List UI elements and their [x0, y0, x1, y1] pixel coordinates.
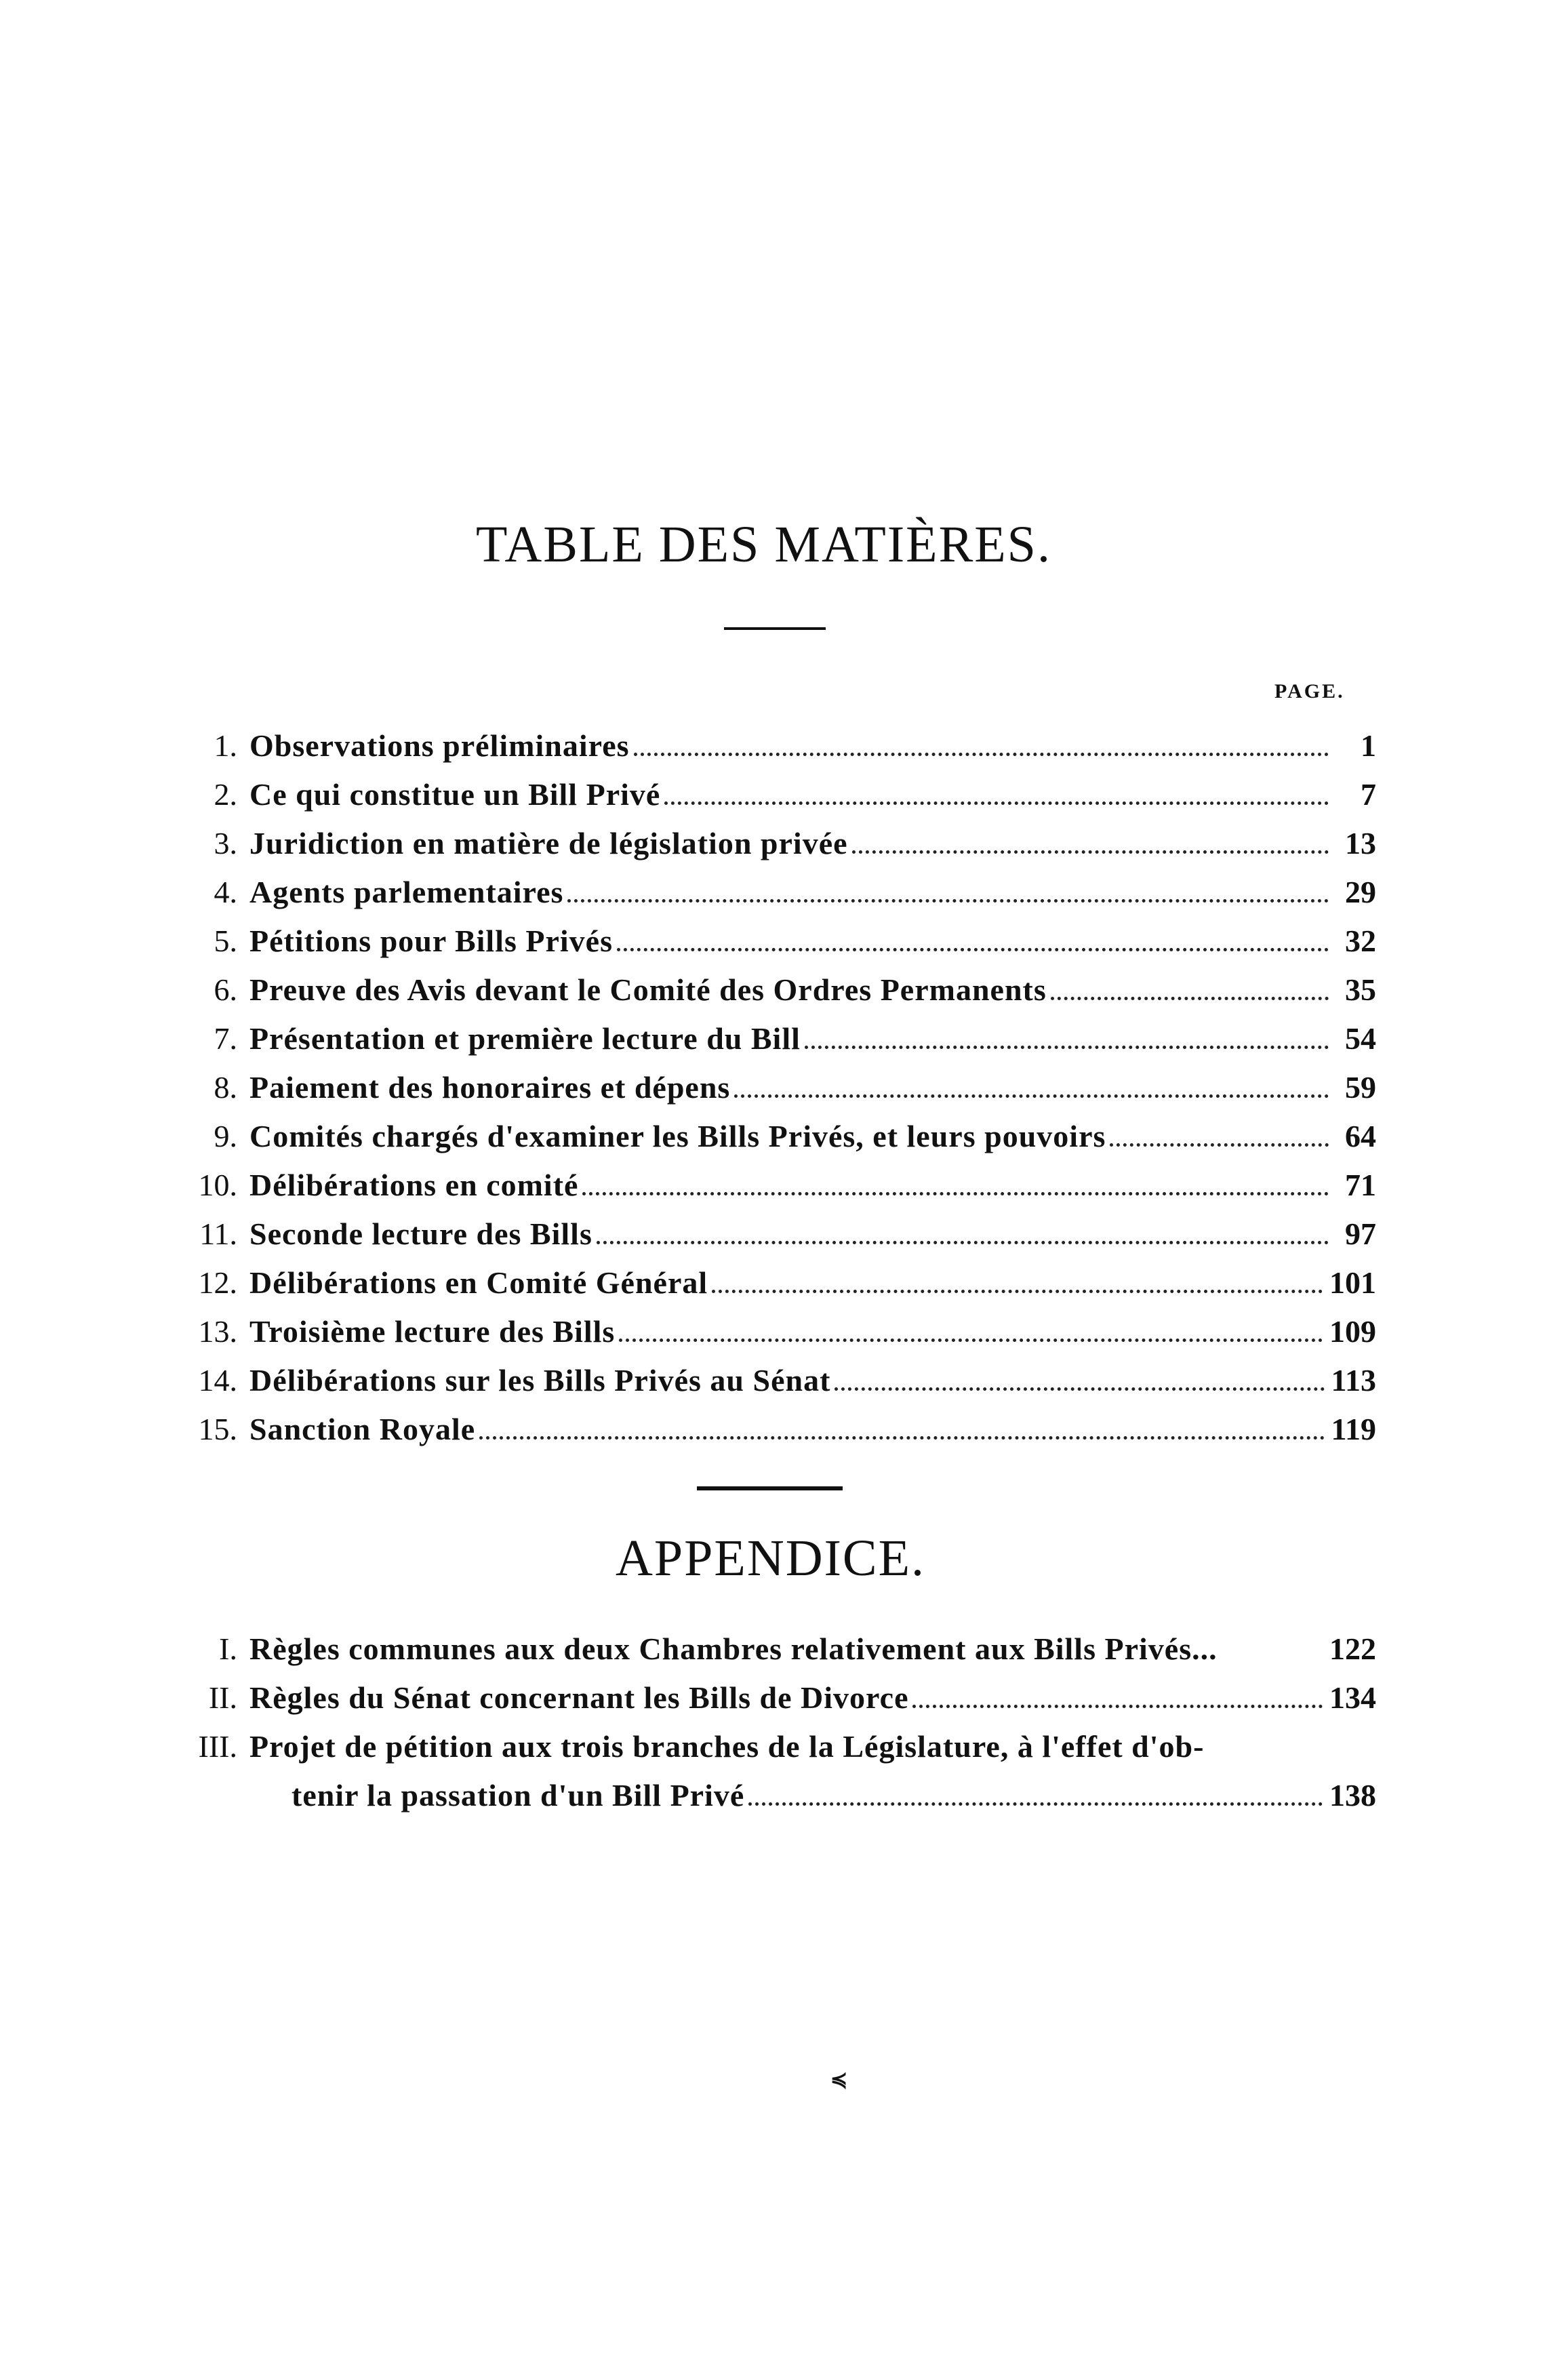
- toc-entry-title: Délibérations sur les Bills Privés au Sénat: [249, 1363, 831, 1398]
- dot-leader: [1110, 1143, 1329, 1147]
- toc-entry-title: Présentation et première lecture du Bill: [249, 1021, 801, 1056]
- toc-entry-page: 101: [1329, 1265, 1376, 1300]
- toc-entry: [163, 724, 1376, 768]
- dot-leader: [582, 1192, 1329, 1195]
- dot-leader: [734, 1094, 1329, 1098]
- toc-entry: [163, 1408, 1376, 1451]
- toc-entry-title: Agents parlementaires: [249, 875, 564, 909]
- toc-entry: [163, 871, 1376, 914]
- toc-entry-title: Ce qui constitue un Bill Privé: [249, 777, 661, 812]
- dot-leader: [567, 899, 1329, 903]
- toc-entry-number: 14.: [198, 1363, 237, 1398]
- appendix-entry: [163, 1627, 1376, 1671]
- toc-entry-number: 13.: [198, 1314, 237, 1349]
- toc-entry: [163, 1359, 1376, 1402]
- appendix-entry-page: 122: [1329, 1631, 1376, 1666]
- toc-entry: [163, 968, 1376, 1012]
- toc-entry-page: 13: [1345, 826, 1376, 860]
- toc-entry-title: Délibérations en Comité Général: [249, 1265, 708, 1300]
- title-divider: [724, 627, 826, 630]
- toc-entry: [163, 1212, 1376, 1256]
- toc-entry-number: 15.: [198, 1412, 237, 1446]
- dot-leader: [664, 801, 1329, 805]
- toc-entry-page: 1: [1361, 728, 1376, 763]
- appendix-title: APPENDICE.: [615, 1530, 926, 1587]
- page-title: TABLE DES MATIÈRES.: [476, 516, 1051, 573]
- dot-leader: [1051, 997, 1329, 1000]
- dot-leader: [712, 1290, 1323, 1293]
- toc-entry: [163, 1115, 1376, 1158]
- toc-entry-number: 7.: [214, 1021, 237, 1056]
- appendix-entry-continuation: [292, 1774, 1376, 1817]
- toc-entry: [163, 1164, 1376, 1207]
- appendix-entry: [163, 1725, 1376, 1768]
- dot-leader: [597, 1241, 1329, 1244]
- toc-entry-title: Comités chargés d'examiner les Bills Privés, et leurs pouvoirs: [249, 1119, 1106, 1153]
- appendix-entry-page: 134: [1329, 1680, 1376, 1715]
- toc-entry-page: 64: [1345, 1119, 1376, 1153]
- toc-entry-title: Juridiction en matière de législation privée: [249, 826, 848, 860]
- toc-entry-number: 12.: [198, 1265, 237, 1300]
- toc-entry: [163, 1310, 1376, 1353]
- appendix-entry-page: 138: [1329, 1778, 1376, 1813]
- toc-entry-title: Paiement des honoraires et dépens: [249, 1070, 731, 1105]
- toc-entry: [163, 773, 1376, 816]
- toc-entry-page: 32: [1345, 924, 1376, 958]
- toc-entry-number: 5.: [214, 924, 237, 958]
- appendix-entry-number: III.: [198, 1729, 237, 1764]
- toc-entry-number: 9.: [214, 1119, 237, 1153]
- appendix-entry-title-continued: tenir la passation d'un Bill Privé: [292, 1778, 745, 1813]
- toc-entry-page: 54: [1345, 1021, 1376, 1056]
- toc-entry-page: 119: [1331, 1412, 1376, 1446]
- toc-entry-page: 35: [1345, 972, 1376, 1007]
- printer-mark: ≼: [830, 2069, 848, 2091]
- toc-entry-number: 8.: [214, 1070, 237, 1105]
- dot-leader: [748, 1802, 1323, 1806]
- dot-leader: [479, 1436, 1324, 1440]
- appendix-entry-title: Règles communes aux deux Chambres relativement aux Bills Privés...: [249, 1631, 1218, 1666]
- toc-entry-title: Seconde lecture des Bills: [249, 1216, 592, 1251]
- appendix-entry-number: I.: [219, 1631, 237, 1666]
- dot-leader: [852, 850, 1329, 854]
- toc-entry-title: Délibérations en comité: [249, 1168, 579, 1202]
- dot-leader: [805, 1046, 1329, 1049]
- toc-entry-page: 113: [1331, 1363, 1376, 1398]
- toc-entry-title: Observations préliminaires: [249, 728, 630, 763]
- toc-entry-number: 10.: [198, 1168, 237, 1202]
- toc-entry-title: Troisième lecture des Bills: [249, 1314, 616, 1349]
- toc-entry-page: 109: [1329, 1314, 1376, 1349]
- toc-entry-page: 7: [1361, 777, 1376, 812]
- appendix-entry-title: Projet de pétition aux trois branches de la Législature, à l'effet d'ob-: [249, 1729, 1205, 1764]
- toc-entry-number: 2.: [214, 777, 237, 812]
- toc-entry: [163, 919, 1376, 963]
- page-column-label: PAGE.: [1274, 680, 1345, 702]
- toc-entry-title: Sanction Royale: [249, 1412, 476, 1446]
- toc-entry-page: 59: [1345, 1070, 1376, 1105]
- toc-entry-number: 3.: [214, 826, 237, 860]
- toc-entry: [163, 1017, 1376, 1061]
- toc-entry-page: 71: [1345, 1168, 1376, 1202]
- appendix-entry: [163, 1676, 1376, 1720]
- toc-entry-number: 6.: [214, 972, 237, 1007]
- dot-leader: [835, 1387, 1324, 1391]
- toc-entry-number: 1.: [214, 728, 237, 763]
- dot-leader: [634, 753, 1329, 756]
- toc-entry-number: 4.: [214, 875, 237, 909]
- appendix-entry-title: Règles du Sénat concernant les Bills de Divorce: [249, 1680, 909, 1715]
- toc-entry-title: Pétitions pour Bills Privés: [249, 924, 613, 958]
- appendix-entry-number: II.: [208, 1680, 237, 1715]
- dot-leader: [617, 948, 1329, 951]
- toc-entry-number: 11.: [199, 1216, 237, 1251]
- dot-leader: [619, 1339, 1323, 1342]
- toc-entry-page: 97: [1345, 1216, 1376, 1251]
- dot-leader: [1222, 1656, 1323, 1659]
- toc-entry-title: Preuve des Avis devant le Comité des Ordres Permanents: [249, 972, 1047, 1007]
- section-divider: [697, 1486, 843, 1490]
- toc-entry: [163, 822, 1376, 865]
- toc-entry: [163, 1066, 1376, 1109]
- toc-entry-page: 29: [1345, 875, 1376, 909]
- toc-entry: [163, 1261, 1376, 1305]
- dot-leader: [912, 1705, 1323, 1708]
